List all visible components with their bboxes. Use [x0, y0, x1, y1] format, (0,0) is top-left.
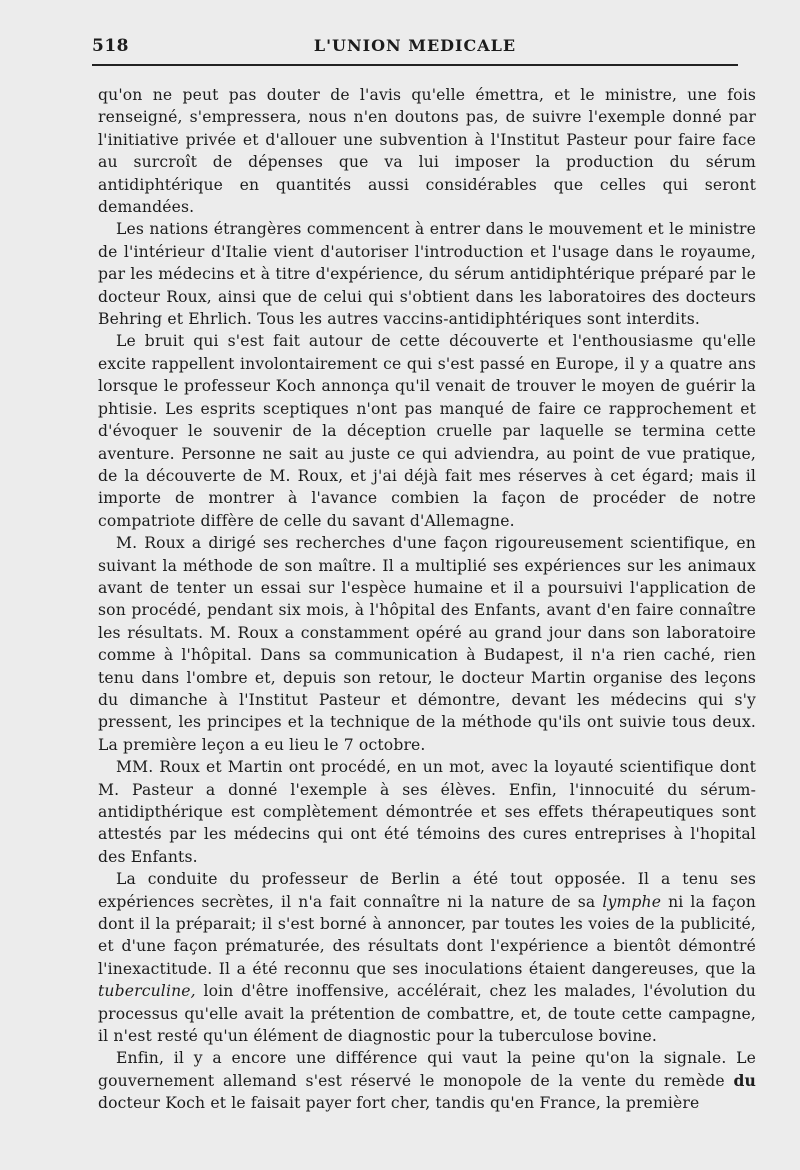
paragraph-5: MM. Roux et Martin ont procédé, en un mot, avec la loyauté scientifique dont M. Pasteur a donné l'exemple à ses élèves. Enfin, l'innocuité du sérum-antidipthérique est complètement démontrée et ses effets thérapeutiques sont attestés par les médecins qui ont été témoins des cures entreprises à l'hopital des Enfants.: [98, 758, 756, 866]
italic-term-tuberculine: tuberculine,: [98, 982, 196, 1001]
paragraph-7-text-a: Enfin, il y a encore une différence qui vaut la peine qu'on la signale. Le gouvernement allemand s'est réservé le monopole de la vente du remède: [98, 1049, 756, 1090]
running-title: L'UNION MEDICALE: [313, 36, 517, 55]
paragraph-6: [98, 868, 756, 1047]
paragraph-6-text-b: ni la façon dont il la préparait; il s'est borné à annoncer, par toutes les voies de la publicité, et d'une façon prématurée, des résultats dont l'expérience a bientôt démontré l'inexactitude. Il a été reconnu que ses inoculations étaient dangereuses, que la: [98, 892, 756, 978]
italic-term-lymphe: lymphe: [602, 892, 662, 911]
paragraph-2: Les nations étrangères commencent à entrer dans le mouvement et le ministre de l'intérieur d'Italie vient d'autoriser l'introduction et l'usage dans le royaume, par les médecins et à titre d'expérience, du sérum antidiphtérique préparé par le docteur Roux, ainsi que de celui qui s'obtient dans les laboratoires des docteurs Behring et Ehrlich. Tous les autres vaccins-antidiphtériques sont interdits.: [98, 220, 756, 329]
paragraph-6-text-a: La conduite du professeur de Berlin a été tout opposée. Il a tenu ses expériences secrètes, il n'a fait connaître ni la nature de sa: [98, 870, 756, 911]
bold-word-du: du: [733, 1070, 756, 1090]
paragraph-3: Le bruit qui s'est fait autour de cette découverte et l'enthousiasme qu'elle excite rappellent involontairement ce qui s'est passé en Europe, il y a quatre ans lorsque le professeur Koch annonça qu'il venait de trouver le moyen de guérir la phtisie. Les esprits sceptiques n'ont pas manqué de faire ce rapprochement et d'évoquer le souvenir de la déception cruelle par laquelle se termina cette aventure. Personne ne sait au juste ce qui adviendra, au point de vue pratique, de la découverte de M. Roux, et j'ai déjà fait mes réserves à cet égard; mais il importe de montrer à l'avance combien la façon de procéder de notre compatriote diffère de celle du savant d'Allemagne.: [98, 332, 756, 530]
page-number: 518: [92, 36, 129, 56]
paragraph-6-text-c: loin d'être inoffensive, accélérait, chez les malades, l'évolution du processus qu'elle avait la prétention de combattre, et, de toute cette campagne, il n'est resté qu'un élément de diagnostic pour la tuberculose bovine.: [98, 982, 756, 1046]
paragraph-7-text-b: docteur Koch et le faisait payer fort cher, tandis qu'en France, la première: [98, 1094, 700, 1113]
page-header: [92, 36, 738, 66]
header-rule: [92, 64, 738, 66]
paragraph-1: qu'on ne peut pas douter de l'avis qu'elle émettra, et le ministre, une fois renseigné, s'empressera, nous n'en doutons pas, de suivre l'exemple donné par l'initiative privée et d'allouer une subvention à l'Institut Pasteur pour faire face au surcroît de dépenses que va lui imposer la production du sérum antidiphtérique en quantités aussi considérables que celles qui seront demandées.: [98, 86, 756, 217]
paragraph-4: M. Roux a dirigé ses recherches d'une façon rigoureusement scientifique, en suivant la méthode de son maître. Il a multiplié ses expériences sur les animaux avant de tenter un essai sur l'espèce humaine et il a poursuivi l'application de son procédé, pendant six mois, à l'hôpital des Enfants, avant d'en faire connaître les résultats. M. Roux a constamment opéré au grand jour dans son laboratoire comme à l'hôpital. Dans sa communication à Budapest, il n'a rien caché, rien tenu dans l'ombre et, depuis son retour, le docteur Martin organise des leçons du dimanche à l'Institut Pasteur et démontre, devant les médecins qui s'y pressent, les principes et la technique de la méthode qu'ils ont suivie tous deux. La première leçon a eu lieu le 7 octobre.: [98, 534, 756, 754]
article-body: [98, 84, 756, 1115]
paragraph-7: [98, 1047, 756, 1114]
